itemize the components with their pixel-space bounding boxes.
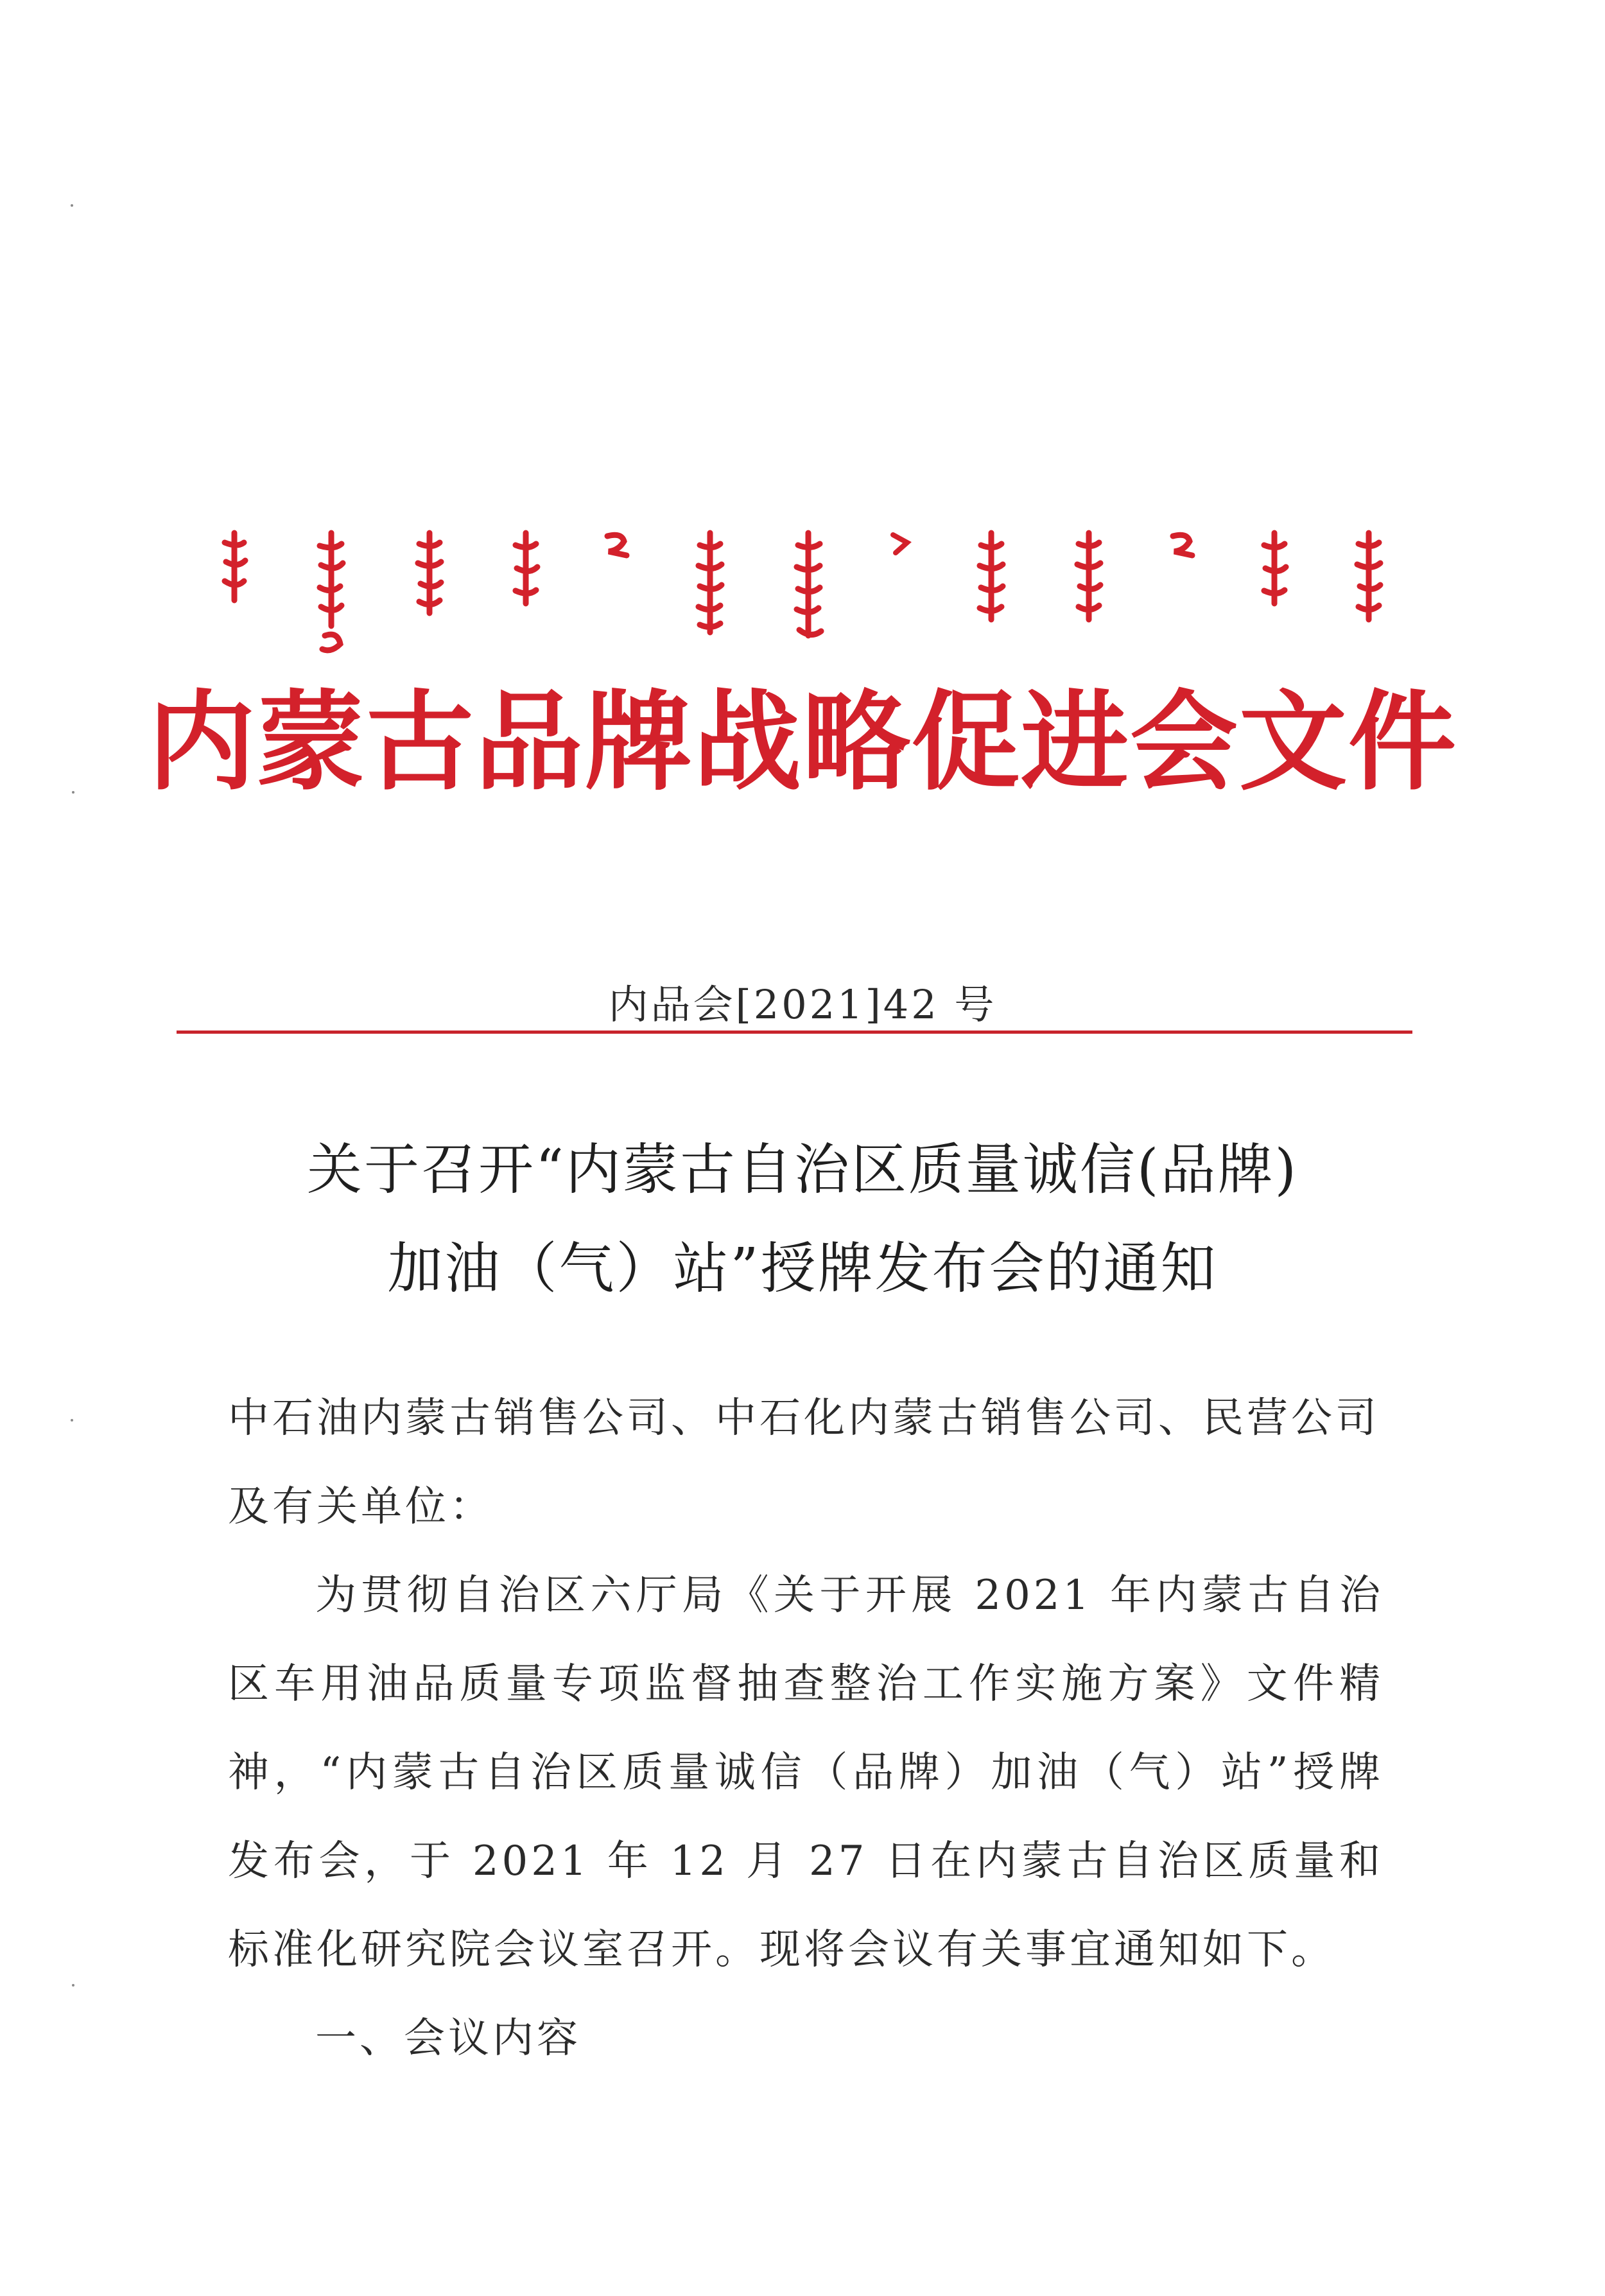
notice-title-line-1: 关于召开“内蒙古自治区质量诚信(品牌) <box>306 1138 1299 1202</box>
salutation-line-1: 中石油内蒙古销售公司、中石化内蒙古销售公司、民营公司 <box>228 1395 1380 1442</box>
mongolian-word-10 <box>1071 530 1107 626</box>
notice-title <box>0 1120 1605 1318</box>
scan-speck <box>72 791 74 794</box>
mongolian-word-7 <box>789 530 828 645</box>
mongolian-word-8 <box>889 530 912 558</box>
mongolian-word-13 <box>1351 530 1387 626</box>
org-file-title: 内蒙古品牌战略促进会文件 <box>148 679 1457 805</box>
mongolian-word-12 <box>1258 530 1290 613</box>
mongolian-word-4 <box>509 530 541 613</box>
document-number: 内品会[2021]42 号 <box>608 981 997 1028</box>
scan-speck <box>71 204 73 207</box>
mongolian-word-5 <box>602 530 630 562</box>
scan-speck <box>71 1419 73 1422</box>
mongolian-word-6 <box>692 530 728 639</box>
body-paragraph: 为贯彻自治区六厅局《关于开展 2021 年内蒙古自治区车用油品质量专项监督抽查整治工作实施方案》文件精神，“内蒙古自治区质量诚信（品牌）加油（气）站”授牌发布会，于 2021 年 12 月 27 日在内蒙古自治区质量和标准化研究院会议室召开。现将会议有关事宜通知如下。 <box>228 1572 1384 1974</box>
notice-title-line-2: 加油（气）站”授牌发布会的通知 <box>387 1237 1218 1301</box>
section-heading-1: 一、会议内容 <box>315 2015 581 2062</box>
mongolian-word-3 <box>412 530 447 626</box>
document-body <box>228 1374 1384 2083</box>
scan-speck <box>72 1984 74 1987</box>
mongolian-word-9 <box>973 530 1009 626</box>
salutation-line-2: 及有关单位： <box>228 1483 494 1531</box>
mongolian-word-2 <box>312 530 351 658</box>
mongolian-word-11 <box>1168 530 1196 562</box>
red-divider-line <box>177 1031 1412 1034</box>
mongolian-script-header <box>218 530 1387 665</box>
mongolian-word-1 <box>218 530 250 607</box>
